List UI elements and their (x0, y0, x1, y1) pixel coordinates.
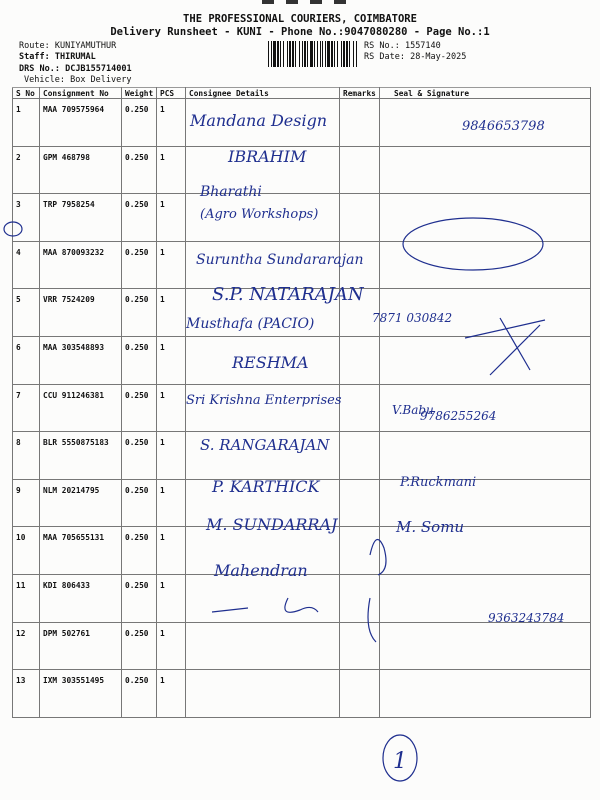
signature-cell[interactable] (380, 670, 591, 718)
consignment-cell: CCU 911246381 (40, 384, 122, 432)
vehicle-line (24, 75, 132, 85)
consignee-cell[interactable] (186, 479, 340, 527)
handwritten-consignee-9: S. RANGARAJAN (200, 436, 330, 454)
signature-cell[interactable] (380, 194, 591, 242)
sno-cell: 9 (13, 479, 40, 527)
sno-cell: 7 (13, 384, 40, 432)
handwritten-sign-11: M. Somu (396, 518, 465, 536)
consignee-cell[interactable] (186, 384, 340, 432)
handwritten-phone-13: 9363243784 (488, 611, 565, 625)
handwritten-consignee-3: Bharathi (200, 184, 262, 200)
top-edge-marks (0, 0, 600, 8)
handwritten-consignee-8: Sri Krishna Enterprises (186, 393, 342, 408)
rs-date-label: RS Date: (364, 52, 405, 62)
table-row (13, 99, 591, 147)
handwritten-consignee-2: IBRAHIM (228, 147, 307, 166)
consignee-cell[interactable] (186, 194, 340, 242)
table-row (13, 432, 591, 480)
table-row (13, 670, 591, 718)
table-row (13, 384, 591, 432)
weight-cell: 0.250 (122, 479, 157, 527)
consignee-cell[interactable] (186, 336, 340, 384)
sno-cell: 3 (13, 194, 40, 242)
page-circle (383, 735, 417, 781)
consignment-cell: MAA 870093232 (40, 241, 122, 289)
consignee-cell[interactable] (186, 146, 340, 194)
col-sno: S No (13, 88, 40, 99)
consignment-cell: GPM 468798 (40, 146, 122, 194)
consignee-cell[interactable] (186, 289, 340, 337)
handwritten-phone-6: 7871 030842 (372, 311, 453, 325)
pcs-cell: 1 (157, 384, 186, 432)
rs-date-line (364, 52, 466, 62)
consignee-cell[interactable] (186, 670, 340, 718)
pcs-cell: 1 (157, 146, 186, 194)
weight-cell: 0.250 (122, 574, 157, 622)
table-row (13, 622, 591, 670)
handwritten-phone-8: 9786255264 (420, 409, 497, 423)
table-row (13, 241, 591, 289)
consignment-cell: MAA 705655131 (40, 527, 122, 575)
remarks-cell[interactable] (340, 384, 380, 432)
table-row (13, 146, 591, 194)
runsheet-title: Delivery Runsheet - KUNI - Phone No.:9047080280 - Page No.:1 (110, 26, 490, 38)
weight-cell: 0.250 (122, 146, 157, 194)
sno-cell: 8 (13, 432, 40, 480)
consignment-cell: MAA 709575964 (40, 99, 122, 147)
sno-cell: 6 (13, 336, 40, 384)
rs-no-label: RS No.: (364, 41, 400, 51)
sno-cell: 10 (13, 527, 40, 575)
company-title: THE PROFESSIONAL COURIERS, COIMBATORE (183, 13, 417, 25)
signature-cell[interactable] (380, 336, 591, 384)
weight-cell: 0.250 (122, 384, 157, 432)
col-consignment: Consignment No (40, 88, 122, 99)
signature-cell[interactable] (380, 384, 591, 432)
table-row (13, 194, 591, 242)
signature-cell[interactable] (380, 574, 591, 622)
rs-no-value: 1557140 (404, 41, 441, 51)
signature-cell[interactable] (380, 527, 591, 575)
consignment-cell: TRP 7958254 (40, 194, 122, 242)
consignee-cell[interactable] (186, 241, 340, 289)
sno-cell: 4 (13, 241, 40, 289)
handwritten-consignee-1: Mandana Design (190, 111, 328, 130)
table-header-row (13, 88, 591, 99)
pcs-cell: 1 (157, 194, 186, 242)
consignee-cell[interactable] (186, 432, 340, 480)
consignee-cell[interactable] (186, 527, 340, 575)
col-consignee: Consignee Details (186, 88, 340, 99)
handwritten-consignee-10: P. KARTHICK (212, 477, 320, 496)
table-row (13, 574, 591, 622)
pcs-cell: 1 (157, 289, 186, 337)
signature-cell[interactable] (380, 241, 591, 289)
consignment-cell: KDI 806433 (40, 574, 122, 622)
pcs-cell: 1 (157, 574, 186, 622)
weight-cell: 0.250 (122, 241, 157, 289)
consignment-cell: NLM 20214795 (40, 479, 122, 527)
remarks-cell[interactable] (340, 99, 380, 147)
staff-label: Staff: (19, 52, 50, 62)
consignee-cell[interactable] (186, 574, 340, 622)
weight-cell: 0.250 (122, 194, 157, 242)
handwritten-consignee-5: S.P. NATARAJAN (212, 284, 364, 305)
table-row (13, 479, 591, 527)
consignment-cell: BLR 5550875183 (40, 432, 122, 480)
consignment-cell: VRR 7524209 (40, 289, 122, 337)
remarks-cell[interactable] (340, 194, 380, 242)
consignment-cell: MAA 303548893 (40, 336, 122, 384)
staff-value: THIRUMAL (54, 52, 96, 62)
remarks-cell[interactable] (340, 479, 380, 527)
table-row (13, 289, 591, 337)
remarks-cell[interactable] (340, 146, 380, 194)
route-line (19, 41, 116, 51)
rs-date-value: 28-May-2025 (410, 52, 467, 62)
handwritten-consignee-3b: (Agro Workshops) (200, 207, 319, 222)
col-signature: Seal & Signature (380, 88, 591, 99)
signature-cell[interactable] (380, 622, 591, 670)
consignment-cell: DPM 502761 (40, 622, 122, 670)
route-value: KUNIYAMUTHUR (54, 41, 117, 51)
consignee-cell[interactable] (186, 622, 340, 670)
sno-cell: 5 (13, 289, 40, 337)
handwritten-sign-8: V.Babu (392, 403, 434, 417)
drs-line (19, 64, 132, 74)
pcs-cell: 1 (157, 527, 186, 575)
remarks-cell[interactable] (340, 336, 380, 384)
weight-cell: 0.250 (122, 432, 157, 480)
remarks-cell[interactable] (340, 527, 380, 575)
pcs-cell: 1 (157, 336, 186, 384)
table-row (13, 336, 591, 384)
remarks-cell[interactable] (340, 289, 380, 337)
handwritten-consignee-7: RESHMA (232, 353, 309, 372)
handwritten-consignee-11: M. SUNDARRAJ (206, 515, 338, 534)
rs-no-line (364, 41, 441, 51)
remarks-cell[interactable] (340, 622, 380, 670)
remarks-cell[interactable] (340, 432, 380, 480)
handwritten-phone-1: 9846653798 (462, 119, 545, 134)
signature-cell[interactable] (380, 479, 591, 527)
handwritten-sign-10: P.Ruckmani (400, 475, 477, 490)
remarks-cell[interactable] (340, 574, 380, 622)
sno-cell: 11 (13, 574, 40, 622)
remarks-cell[interactable] (340, 670, 380, 718)
pcs-cell: 1 (157, 432, 186, 480)
handwritten-consignee-4: Suruntha Sundararajan (196, 252, 364, 268)
weight-cell: 0.250 (122, 527, 157, 575)
remarks-cell[interactable] (340, 241, 380, 289)
pcs-cell: 1 (157, 670, 186, 718)
table-row (13, 527, 591, 575)
weight-cell: 0.250 (122, 289, 157, 337)
barcode (268, 41, 357, 67)
pcs-cell: 1 (157, 99, 186, 147)
col-weight: Weight (122, 88, 157, 99)
sno-cell: 1 (13, 99, 40, 147)
staff-line (19, 52, 96, 62)
col-remarks: Remarks (340, 88, 380, 99)
weight-cell: 0.250 (122, 622, 157, 670)
sno-cell: 12 (13, 622, 40, 670)
handwritten-consignee-12: Mahendran (214, 561, 308, 580)
pcs-cell: 1 (157, 479, 186, 527)
consignment-cell: IXM 303551495 (40, 670, 122, 718)
drs-value: DCJB155714001 (65, 64, 132, 74)
drs-label: DRS No.: (19, 64, 60, 74)
route-label: Route: (19, 41, 50, 51)
pcs-cell: 1 (157, 622, 186, 670)
weight-cell: 0.250 (122, 336, 157, 384)
sno-cell: 13 (13, 670, 40, 718)
runsheet-table (12, 87, 591, 718)
handwritten-consignee-6: Musthafa (PACIO) (186, 316, 315, 332)
signature-cell[interactable] (380, 289, 591, 337)
sno-cell: 2 (13, 146, 40, 194)
consignee-cell[interactable] (186, 99, 340, 147)
col-pcs: PCS (157, 88, 186, 99)
signature-cell[interactable] (380, 99, 591, 147)
weight-cell: 0.250 (122, 99, 157, 147)
vehicle-value: Box Delivery (70, 75, 132, 85)
weight-cell: 0.250 (122, 670, 157, 718)
handwritten-page-number: 1 (393, 749, 407, 774)
signature-cell[interactable] (380, 432, 591, 480)
pcs-cell: 1 (157, 241, 186, 289)
vehicle-label: Vehicle: (24, 75, 65, 85)
signature-cell[interactable] (380, 146, 591, 194)
